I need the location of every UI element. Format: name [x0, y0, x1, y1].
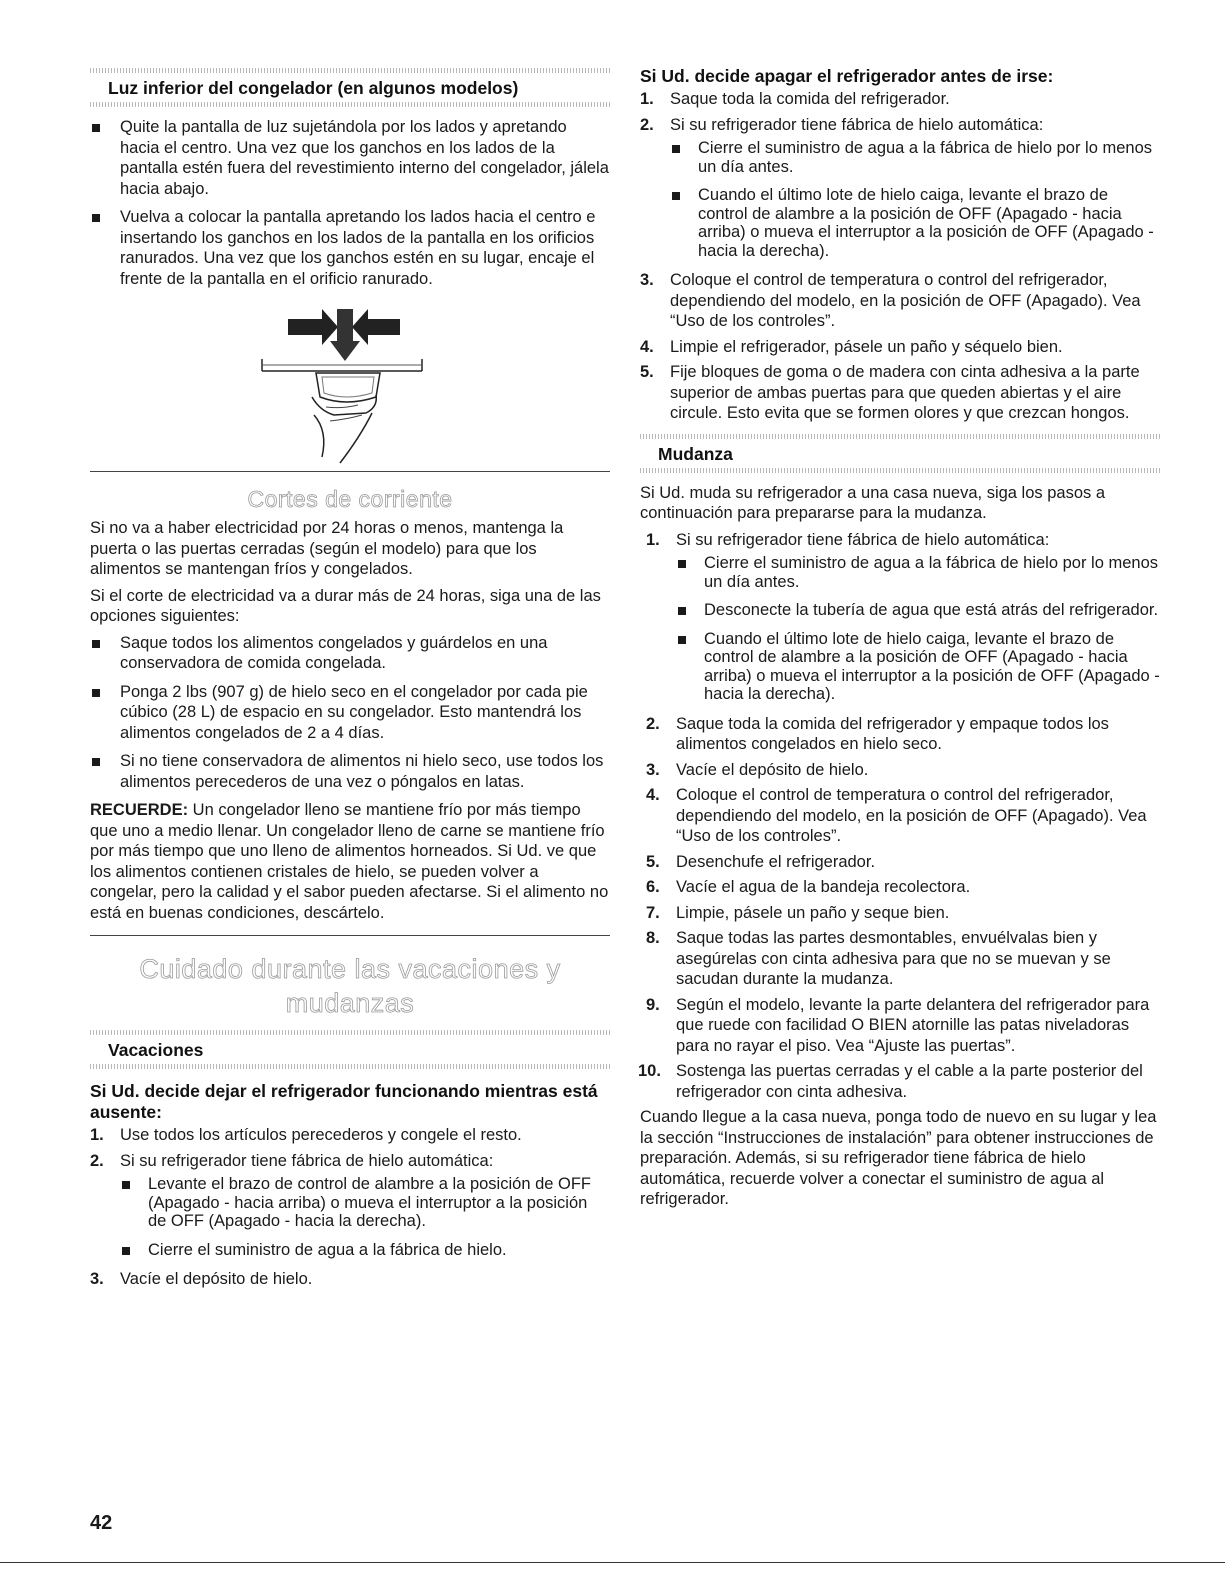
list-item: [640, 89, 1160, 110]
step-number: 3.: [646, 760, 660, 779]
sub-bullets: [120, 1175, 610, 1259]
list-item: Quite la pantalla de luz sujetándola por los lados y apretando hacia el centro. Una vez que los ganchos en los lados de la pantalla estén fuera del revestimiento interno del congelador, jálela hacia abajo.: [90, 117, 610, 199]
section-divider: [90, 471, 610, 472]
list-item: [90, 1151, 610, 1260]
step-number: 2.: [640, 115, 654, 134]
step-number: 7.: [646, 903, 660, 922]
power-paragraph-1: Si no va a haber electricidad por 24 horas o menos, mantenga la puerta o las puertas cerradas (según el modelo) para que los alimentos se mantengan fríos y congelados.: [90, 519, 564, 578]
moving-steps: [640, 530, 1160, 1103]
list-item: [640, 1061, 1160, 1102]
moving-closing: Cuando llegue a la casa nueva, ponga todo de nuevo en su lugar y lea la sección “Instrucciones de instalación” para obtener instrucciones de preparación. Además, si su refrigerador tiene fábrica de hielo automática, recuerde volver a conectar el suministro de agua al refrigerador.: [640, 1108, 1157, 1208]
list-item: [640, 928, 1160, 990]
remember-text: Un congelador lleno se mantiene frío por más tiempo que uno a medio llenar. Un congelador lleno de carne se mantiene frío por más tiempo que uno lleno de alimentos horneados. Si Ud. ve que los alimentos contienen cristales de hielo, se pueden volver a congelar, pero la calidad y el sabor pueden afectarse. Si el alimento no está en buenas condiciones, descártelo.: [90, 801, 609, 922]
section-divider: [90, 102, 610, 107]
vacation-subheading: Vacaciones: [108, 1040, 204, 1060]
list-item: [640, 785, 1160, 847]
power-bullets: [90, 633, 610, 793]
sub-bullets: [676, 554, 1160, 704]
step-text: Saque todas las partes desmontables, envuélvalas bien y asegúrelas con cinta adhesiva para que no se muevan y se sacudan durante la mudanza.: [676, 929, 1111, 988]
step-number: 3.: [90, 1270, 104, 1288]
list-item: Vuelva a colocar la pantalla apretando los lados hacia el centro e insertando los ganchos en los lados de la pantalla en los orificios ranurados. Una vez que los ganchos estén en su lugar, encaje el frente de la pantalla en el orificio ranurado.: [90, 207, 610, 289]
step-number: 6.: [646, 878, 660, 896]
moving-subheading: Mudanza: [658, 443, 733, 464]
right-column: [640, 68, 1160, 1216]
list-item: Saque todos los alimentos congelados y guárdelos en una conservadora de comida congelada.: [90, 633, 610, 674]
list-item: Ponga 2 lbs (907 g) de hielo seco en el congelador por cada pie cúbico (28 L) de espacio en su congelador. Esto mantendrá los alimentos congelados de 2 a 4 días.: [90, 682, 610, 744]
list-item: [640, 760, 1160, 781]
step-text: Limpie el refrigerador, pásele un paño y séquelo bien.: [670, 337, 1063, 356]
step-text: Vacíe el depósito de hielo.: [120, 1270, 313, 1288]
list-item: Levante el brazo de control de alambre a la posición de OFF (Apagado - hacia arriba) o mueva el interruptor a la posición de OFF (Apagado - hacia la derecha).: [120, 1175, 610, 1231]
vacation-title-line-1: Cuidado durante las vacaciones y: [139, 954, 561, 984]
list-item: [640, 852, 1160, 873]
list-item: [640, 115, 1160, 261]
list-item: [640, 337, 1160, 358]
light-shield-illustration-svg: [90, 297, 610, 469]
step-number: 3.: [640, 271, 654, 289]
step-number: 2.: [90, 1151, 104, 1170]
step-number: 5.: [646, 852, 660, 871]
step-text: Vacíe el depósito de hielo.: [676, 760, 869, 779]
power-paragraph-2: Si el corte de electricidad va a durar más de 24 horas, siga una de las opciones siguientes:: [90, 586, 601, 625]
section-divider: [90, 1064, 610, 1069]
list-item: [640, 995, 1160, 1057]
section-divider: [90, 935, 610, 936]
step-number: 5.: [640, 363, 654, 381]
step-text: Coloque el control de temperatura o control del refrigerador, dependiendo del modelo, en la posición de OFF (Apagado). Vea “Uso de los controles”.: [670, 271, 1141, 330]
list-item: Cierre el suministro de agua a la fábrica de hielo.: [120, 1241, 610, 1260]
list-item: Si no tiene conservadora de alimentos ni hielo seco, use todos los alimentos perecederos de una vez o póngalos en latas.: [90, 751, 610, 792]
list-item: [90, 1125, 610, 1146]
step-number: 9.: [646, 995, 660, 1014]
freezer-light-bullets: [90, 117, 610, 289]
leave-running-steps: [90, 1125, 610, 1290]
step-text: Saque toda la comida del refrigerador y empaque todos los alimentos congelados en hielo seco.: [676, 714, 1109, 753]
list-item: Cierre el suministro de agua a la fábrica de hielo por lo menos un día antes.: [676, 554, 1160, 591]
list-item: Cierre el suministro de agua a la fábrica de hielo por lo menos un día antes.: [670, 139, 1160, 176]
step-number: 1.: [646, 530, 660, 549]
leave-running-heading: Si Ud. decide dejar el refrigerador funcionando mientras está ausente:: [90, 1081, 598, 1122]
power-outage-title: Cortes de corriente: [247, 486, 453, 512]
list-item: Cuando el último lote de hielo caiga, levante el brazo de control de alambre a la posición de OFF (Apagado - hacia arriba) o mueva el interruptor a la posición de OFF (Apagado - hacia la derecha).: [670, 186, 1160, 260]
step-text: Limpie, pásele un paño y seque bien.: [676, 903, 950, 922]
step-text: Desenchufe el refrigerador.: [676, 852, 876, 871]
step-number: 4.: [640, 337, 654, 356]
step-number: 10.: [638, 1062, 661, 1080]
step-text: Vacíe el agua de la bandeja recolectora.: [676, 878, 971, 896]
list-item: Desconecte la tubería de agua que está atrás del refrigerador.: [676, 601, 1160, 620]
turn-off-heading: Si Ud. decide apagar el refrigerador antes de irse:: [640, 66, 1054, 86]
step-number: 8.: [646, 929, 660, 947]
list-item: [640, 714, 1160, 755]
step-text: Fije bloques de goma o de madera con cinta adhesiva a la parte superior de ambas puertas para que queden abiertas y el aire circule. Esto evita que se formen olores y que crezcan hongos.: [670, 363, 1140, 422]
remember-paragraph: [90, 800, 610, 923]
step-text: Si su refrigerador tiene fábrica de hielo automática:: [676, 530, 1050, 549]
list-item: [640, 530, 1160, 704]
list-item: [640, 877, 1160, 898]
turn-off-steps: [640, 89, 1160, 424]
vacation-title-line-2: mudanzas: [285, 988, 415, 1018]
section-divider: [640, 468, 1160, 473]
step-text: Según el modelo, levante la parte delantera del refrigerador para que ruede con facilidad O BIEN atornille las patas niveladoras para no rayar el piso. Vea “Ajuste las puertas”.: [676, 995, 1150, 1055]
step-text: Sostenga las puertas cerradas y el cable a la parte posterior del refrigerador con cinta adhesiva.: [676, 1062, 1143, 1101]
left-column: [90, 68, 610, 1295]
list-item: [640, 362, 1160, 424]
step-text: Coloque el control de temperatura o control del refrigerador, dependiendo del modelo, en la posición de OFF (Apagado). Vea “Uso de los controles”.: [676, 786, 1147, 845]
page-number: 42: [90, 1512, 113, 1534]
light-shield-illustration: [90, 297, 610, 469]
moving-intro: Si Ud. muda su refrigerador a una casa nueva, siga los pasos a continuación para prepararse para la mudanza.: [640, 483, 1106, 522]
list-item: [90, 1269, 610, 1290]
vacation-moving-title: [90, 952, 610, 1020]
freezer-light-heading: Luz inferior del congelador (en algunos modelos): [108, 78, 519, 98]
step-text: Si su refrigerador tiene fábrica de hielo automática:: [670, 115, 1044, 134]
list-item: Cuando el último lote de hielo caiga, levante el brazo de control de alambre a la posición de OFF (Apagado - hacia arriba) o mueva el interruptor a la posición de OFF (Apagado - hacia la derecha).: [676, 630, 1160, 704]
step-text: Saque toda la comida del refrigerador.: [670, 90, 950, 108]
step-number: 2.: [646, 714, 660, 733]
list-item: [640, 270, 1160, 332]
sub-bullets: [670, 139, 1160, 260]
page-bottom-rule: [0, 1562, 1225, 1563]
remember-label: RECUERDE:: [90, 801, 189, 819]
step-text: Use todos los artículos perecederos y congele el resto.: [120, 1126, 522, 1144]
step-text: Si su refrigerador tiene fábrica de hielo automática:: [120, 1151, 494, 1170]
step-number: 1.: [90, 1126, 104, 1144]
step-number: 4.: [646, 786, 660, 804]
step-number: 1.: [640, 90, 654, 108]
list-item: [640, 903, 1160, 924]
